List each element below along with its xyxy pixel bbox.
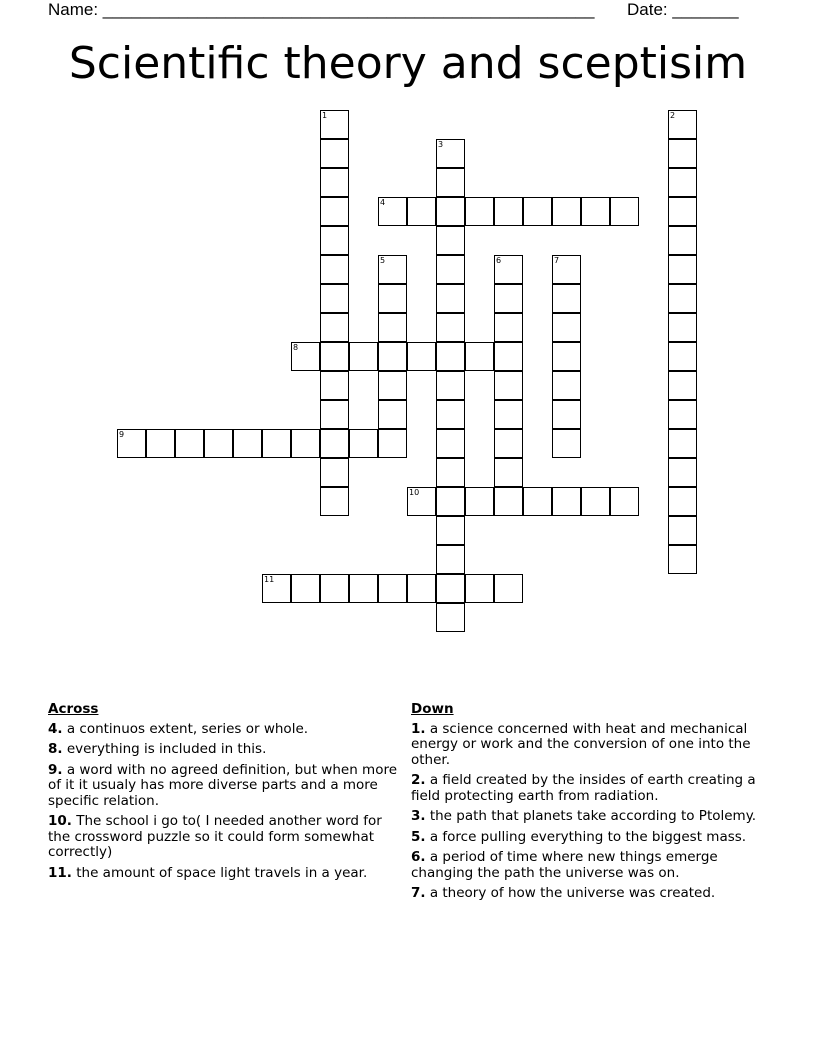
across-clues [48,702,408,886]
grid-cell[interactable] [378,371,407,400]
down-heading: Down [411,701,454,717]
grid-cell[interactable] [552,487,581,516]
clue-number: 1. [411,720,426,737]
grid-cell[interactable] [436,139,465,168]
clue-text: a force pulling everything to the biggest mass. [429,828,747,845]
clue-number-label: 5 [380,256,386,265]
grid-cell[interactable] [465,574,494,603]
across-heading: Across [48,701,99,717]
grid-cell[interactable] [262,574,291,603]
grid-cell[interactable] [378,574,407,603]
clue-text: the amount of space light travels in a year. [76,864,368,881]
clue-item [411,886,771,902]
clue-number: 3. [411,808,426,824]
clue-number: 9. [48,761,63,778]
grid-cell[interactable] [668,284,697,313]
grid-cell[interactable] [494,342,523,371]
grid-cell[interactable] [494,371,523,400]
grid-cell[interactable] [436,284,465,313]
page-title: Scientific theory and sceptisim [68,38,748,89]
clue-number: 11. [48,864,72,881]
grid-cell[interactable] [494,574,523,603]
clue-number-label: 9 [119,430,125,439]
clue-number: 2. [411,772,426,788]
grid-cell[interactable] [320,400,349,429]
clue-text: The school i go to( I needed another word for the crossword puzzle so it could form somewhat correctly) [48,813,382,860]
grid-cell[interactable] [320,487,349,516]
grid-cell[interactable] [320,458,349,487]
grid-cell[interactable] [436,313,465,342]
clue-item [48,866,408,882]
clue-number: 6. [411,849,426,865]
grid-cell[interactable] [668,371,697,400]
grid-cell[interactable] [494,487,523,516]
grid-cell[interactable] [436,197,465,226]
grid-cell[interactable] [378,313,407,342]
grid-cell[interactable] [378,400,407,429]
grid-cell[interactable] [320,168,349,197]
clue-text: a word with no agreed definition, but when more of it it usualy has more diverse parts and a more specific relation. [48,761,398,809]
grid-cell[interactable] [378,342,407,371]
grid-cell[interactable] [320,139,349,168]
grid-cell[interactable] [291,429,320,458]
clue-item [48,722,408,738]
grid-cell[interactable] [378,429,407,458]
grid-cell[interactable] [320,284,349,313]
grid-cell[interactable] [668,197,697,226]
grid-cell[interactable] [436,574,465,603]
grid-cell[interactable] [668,545,697,574]
grid-cell[interactable] [436,487,465,516]
clue-number: 8. [48,741,63,757]
clue-item [48,763,408,810]
grid-cell[interactable] [494,284,523,313]
grid-cell[interactable] [378,255,407,284]
grid-cell[interactable] [668,313,697,342]
clue-number-label: 6 [496,256,502,265]
grid-cell[interactable] [668,168,697,197]
grid-cell[interactable] [552,429,581,458]
grid-cell[interactable] [523,197,552,226]
grid-cell[interactable] [349,574,378,603]
clue-item [411,850,771,881]
grid-cell[interactable] [465,197,494,226]
grid-cell[interactable] [581,197,610,226]
grid-cell[interactable] [407,197,436,226]
grid-cell[interactable] [668,255,697,284]
grid-cell[interactable] [552,313,581,342]
clue-number-label: 10 [409,488,420,497]
clue-text: everything is included in this. [66,741,267,757]
clue-item [411,809,771,825]
grid-cell[interactable] [494,313,523,342]
grid-cell[interactable] [407,342,436,371]
clue-number: 7. [411,885,426,901]
clue-number-label: 4 [380,198,386,207]
grid-cell[interactable] [668,226,697,255]
grid-cell[interactable] [320,255,349,284]
grid-cell[interactable] [436,603,465,632]
grid-cell[interactable] [262,429,291,458]
grid-cell[interactable] [552,255,581,284]
grid-cell[interactable] [523,487,552,516]
grid-cell[interactable] [146,429,175,458]
grid-cell[interactable] [378,284,407,313]
grid-cell[interactable] [494,429,523,458]
grid-cell[interactable] [378,197,407,226]
grid-cell[interactable] [552,284,581,313]
grid-cell[interactable] [436,255,465,284]
grid-cell[interactable] [233,429,262,458]
clue-text: a theory of how the universe was created. [429,885,716,901]
grid-cell[interactable] [668,342,697,371]
grid-cell[interactable] [668,400,697,429]
grid-cell[interactable] [465,342,494,371]
clue-item [411,722,771,769]
name-field-label: Name: ____________________________________________________ [48,0,595,19]
grid-cell[interactable] [552,342,581,371]
clue-number: 5. [411,828,426,845]
grid-cell[interactable] [552,371,581,400]
grid-cell[interactable] [494,255,523,284]
grid-cell[interactable] [668,110,697,139]
grid-cell[interactable] [349,342,378,371]
grid-cell[interactable] [668,139,697,168]
grid-cell[interactable] [436,545,465,574]
grid-cell[interactable] [436,458,465,487]
grid-cell[interactable] [552,197,581,226]
grid-cell[interactable] [552,400,581,429]
grid-cell[interactable] [494,197,523,226]
clue-text: a continuos extent, series or whole. [66,720,309,737]
grid-cell[interactable] [320,574,349,603]
clue-number-label: 11 [264,575,275,584]
clue-number: 4. [48,720,63,737]
grid-cell[interactable] [320,226,349,255]
clue-text: the path that planets take according to Ptolemy. [429,808,757,824]
grid-cell[interactable] [436,168,465,197]
grid-cell[interactable] [436,516,465,545]
clue-item [411,830,771,846]
grid-cell[interactable] [320,371,349,400]
grid-cell[interactable] [436,342,465,371]
clue-text: a period of time where new things emerge changing the path the universe was on. [411,849,718,881]
grid-cell[interactable] [494,458,523,487]
grid-cell[interactable] [204,429,233,458]
grid-cell[interactable] [407,487,436,516]
grid-cell[interactable] [407,574,436,603]
clue-item [48,814,408,861]
grid-cell[interactable] [320,342,349,371]
down-clues [411,702,771,907]
grid-cell[interactable] [436,429,465,458]
grid-cell[interactable] [320,197,349,226]
grid-cell[interactable] [581,487,610,516]
clue-number-label: 2 [670,111,676,120]
grid-cell[interactable] [320,429,349,458]
clue-item [48,742,408,758]
grid-cell[interactable] [668,487,697,516]
clue-number-label: 3 [438,140,444,149]
grid-cell[interactable] [436,226,465,255]
grid-cell[interactable] [117,429,146,458]
grid-cell[interactable] [610,487,639,516]
grid-cell[interactable] [320,313,349,342]
grid-cell[interactable] [291,574,320,603]
grid-cell[interactable] [668,458,697,487]
clue-number-label: 7 [554,256,560,265]
grid-cell[interactable] [668,429,697,458]
clue-number-label: 8 [293,343,299,352]
grid-cell[interactable] [320,110,349,139]
grid-cell[interactable] [349,429,378,458]
grid-cell[interactable] [494,400,523,429]
grid-cell[interactable] [436,400,465,429]
grid-cell[interactable] [175,429,204,458]
grid-cell[interactable] [668,516,697,545]
grid-cell[interactable] [291,342,320,371]
grid-cell[interactable] [436,371,465,400]
clue-text: a science concerned with heat and mechanical energy or work and the conversion of one into the other. [411,720,751,768]
date-field-label: Date: _______ [627,0,739,19]
grid-cell[interactable] [465,487,494,516]
clue-item [411,773,771,804]
clue-text: a field created by the insides of earth creating a field protecting earth from radiation. [411,772,756,804]
grid-cell[interactable] [610,197,639,226]
clue-number: 10. [48,813,72,829]
clue-number-label: 1 [322,111,328,120]
